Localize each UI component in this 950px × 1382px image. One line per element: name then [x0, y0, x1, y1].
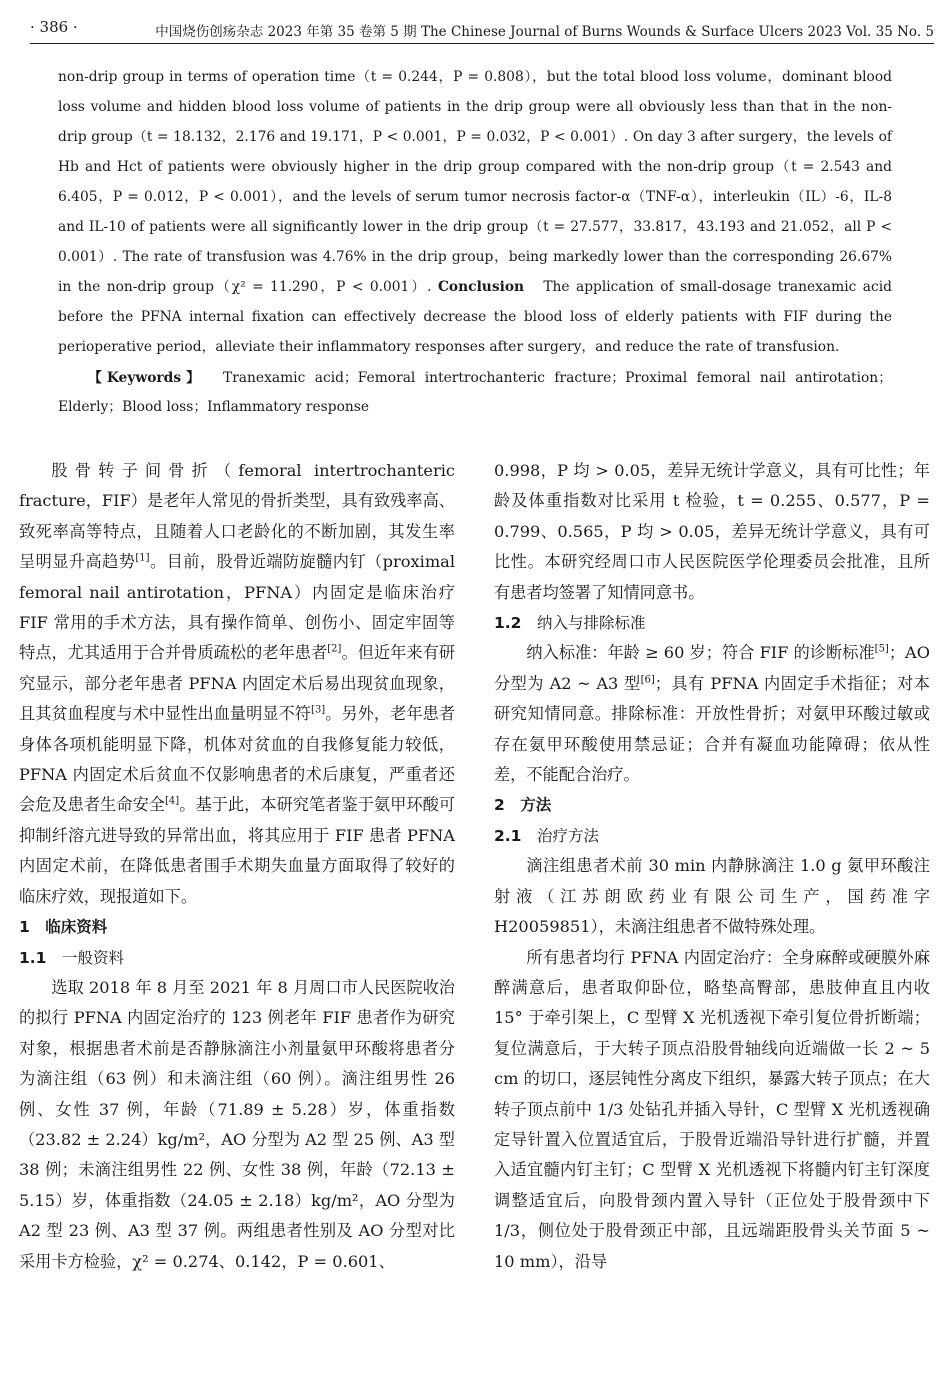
citation[interactable]: [4] — [165, 796, 180, 808]
general-data-continued: 0.998，P 均 > 0.05，差异无统计学意义，具有可比性；年龄及体重指数对比采用 t 检验，t = 0.255、0.577，P = 0.799、0.565，P 均 > 0.05，差异无统计学意义，具有可比性。本研究经周口市人民医院医学伦理委员会批准，且所有患者均签署了知情同意书。 — [494, 461, 930, 602]
method-paragraph-2: 所有患者均行 PFNA 内固定治疗：全身麻醉或硬膜外麻醉满意后，患者取仰卧位，略垫高臀部，患肢伸直且内收 15° 于牵引架上，C 型臂 X 光机透视下牵引复位骨折断端；复位满意后，于大转子顶点沿股骨轴线向近端做一长 2 ~ 5 cm 的切口，逐层钝性分离皮下组织，暴露大转子顶点；在大转子顶点前中 1/3 处钻孔并插入导针，C 型臂 X 光机透视确定导针置入位置适宜后，于股骨近端沿导针进行扩髓，并置入适宜髓内钉主钉；C 型臂 X 光机透视下将髓内钉主钉深度调整适宜后，向股骨颈内置入导针（正位处于股骨颈中下 1/3，侧位处于股骨颈正中部，且远端距股骨头关节面 5 ~ 10 mm），沿导 — [494, 947, 930, 1271]
abstract-block — [58, 62, 892, 362]
header-divider — [30, 43, 934, 44]
citation[interactable]: [6] — [640, 674, 655, 686]
section-2-heading: 2 方法 — [494, 796, 552, 815]
section-1-heading: 1 临床资料 — [19, 918, 108, 937]
citation[interactable]: [1] — [135, 552, 150, 564]
section-2-1-heading: 2.1 治疗方法 — [494, 826, 599, 845]
citation[interactable]: [3] — [311, 704, 326, 716]
abstract-results-text: non-drip group in terms of operation time（t = 0.244，P = 0.808），but the total blood loss volume，dominant blood loss volume and hidden blood loss volume of patients in the drip group were all obviously less than that in the non-drip group（t = 18.132，2.176 and 19.171，P < 0.001，P = 0.032，P < 0.001）. On day 3 after surgery，the levels of Hb and Hct of patients were obviously higher in the drip group compared with the non-drip group（t = 2.543 and 6.405，P = 0.012，P < 0.001），and the levels of serum tumor necrosis factor-α（TNF-α），interleukin（IL）-6，IL-8 and IL-10 of patients were all significantly lower in the drip group（t = 27.577，33.817，43.193 and 21.052，all P < 0.001）. The rate of transfusion was 4.76% in the drip group，being markedly lower than the corresponding 26.67% in the non-drip group（χ² = 11.290，P < 0.001）. — [58, 69, 892, 295]
keywords-block — [58, 364, 892, 422]
intro-paragraph: 股骨转子间骨折（femoral intertrochanteric fracture，FIF）是老年人常见的骨折类型，具有致残率高、致死率高等特点，且随着人口老龄化的不断加剧，其发生率呈明显升高趋势[1]。目前，股骨近端防旋髓内钉（proximal femoral nail antirotation，PFNA）内固定是临床治疗 FIF 常用的手术方法，具有操作简单、创伤小、固定牢固等特点，尤其适用于合并骨质疏松的老年患者[2]。但近年来有研究显示，部分老年患者 PFNA 内固定术后易出现贫血现象，且其贫血程度与术中显性出血量明显不符[3]。另外，老年患者身体各项机能明显下降，机体对贫血的自我修复能力较低，PFNA 内固定术后贫血不仅影响患者的术后康复，严重者还会危及患者生命安全[4]。基于此，本研究笔者鉴于氨甲环酸可抑制纤溶亢进导致的异常出血，将其应用于 FIF 患者 PFNA 内固定术前，在降低患者围手术期失血量方面取得了较好的临床疗效，现报道如下。 — [19, 461, 456, 906]
section-1-2-heading: 1.2 纳入与排除标准 — [494, 614, 646, 633]
conclusion-label: Conclusion — [437, 279, 525, 295]
criteria-paragraph: 纳入标准：年龄 ≥ 60 岁；符合 FIF 的诊断标准[5]；AO 分型为 A2 ~ A3 型[6]；具有 PFNA 内固定手术指征；对本研究知情同意。排除标准：开放性骨折；对氨甲环酸过敏或存在氨甲环酸使用禁忌证；合并有凝血功能障碍；依从性差，不能配合治疗。 — [494, 643, 930, 785]
left-column — [19, 456, 455, 1277]
running-title: 中国烧伤创疡杂志 2023 年第 35 卷第 5 期 The Chinese Journal of Burns Wounds & Surface Ulcers 2023 Vol. 35 No. 5 — [155, 24, 934, 40]
keywords-label: 【Keywords】 — [88, 370, 205, 386]
citation[interactable]: [5] — [874, 644, 889, 656]
keywords-text: Tranexamic acid；Femoral intertrochanteric fracture；Proximal femoral nail antirotation；Elderly；Blood loss；Inflammatory response — [58, 370, 892, 415]
page-number: · 386 · — [30, 18, 78, 36]
citation[interactable]: [2] — [327, 644, 342, 656]
right-column — [494, 456, 930, 1277]
page-header — [30, 10, 934, 44]
general-data-paragraph: 选取 2018 年 8 月至 2021 年 8 月周口市人民医院收治的拟行 PFNA 内固定治疗的 123 例老年 FIF 患者作为研究对象，根据患者术前是否静脉滴注小剂量氨甲环酸将患者分为滴注组（63 例）和未滴注组（60 例）。滴注组男性 26 例、女性 37 例，年龄（71.89 ± 5.28）岁，体重指数（23.82 ± 2.24）kg/m²，AO 分型为 A2 型 25 例、A3 型 38 例；未滴注组男性 22 例、女性 38 例，年龄（72.13 ± 5.15）岁，体重指数（24.05 ± 2.18）kg/m²，AO 分型为 A2 型 23 例、A3 型 37 例。两组患者性别及 AO 分型对比采用卡方检验，χ² = 0.274、0.142，P = 0.601、 — [19, 977, 455, 1271]
conclusion-text: The application of small-dosage tranexamic acid before the PFNA internal fixation can effectively decrease the blood loss of elderly patients with FIF during the perioperative period，alleviate their inflammatory responses after surgery，and reduce the rate of transfusion. — [58, 279, 892, 355]
section-1-1-heading: 1.1 一般资料 — [19, 948, 124, 967]
method-paragraph-1: 滴注组患者术前 30 min 内静脉滴注 1.0 g 氨甲环酸注射液（江苏朗欧药业有限公司生产，国药准字 H20059851），未滴注组患者不做特殊处理。 — [494, 856, 930, 937]
